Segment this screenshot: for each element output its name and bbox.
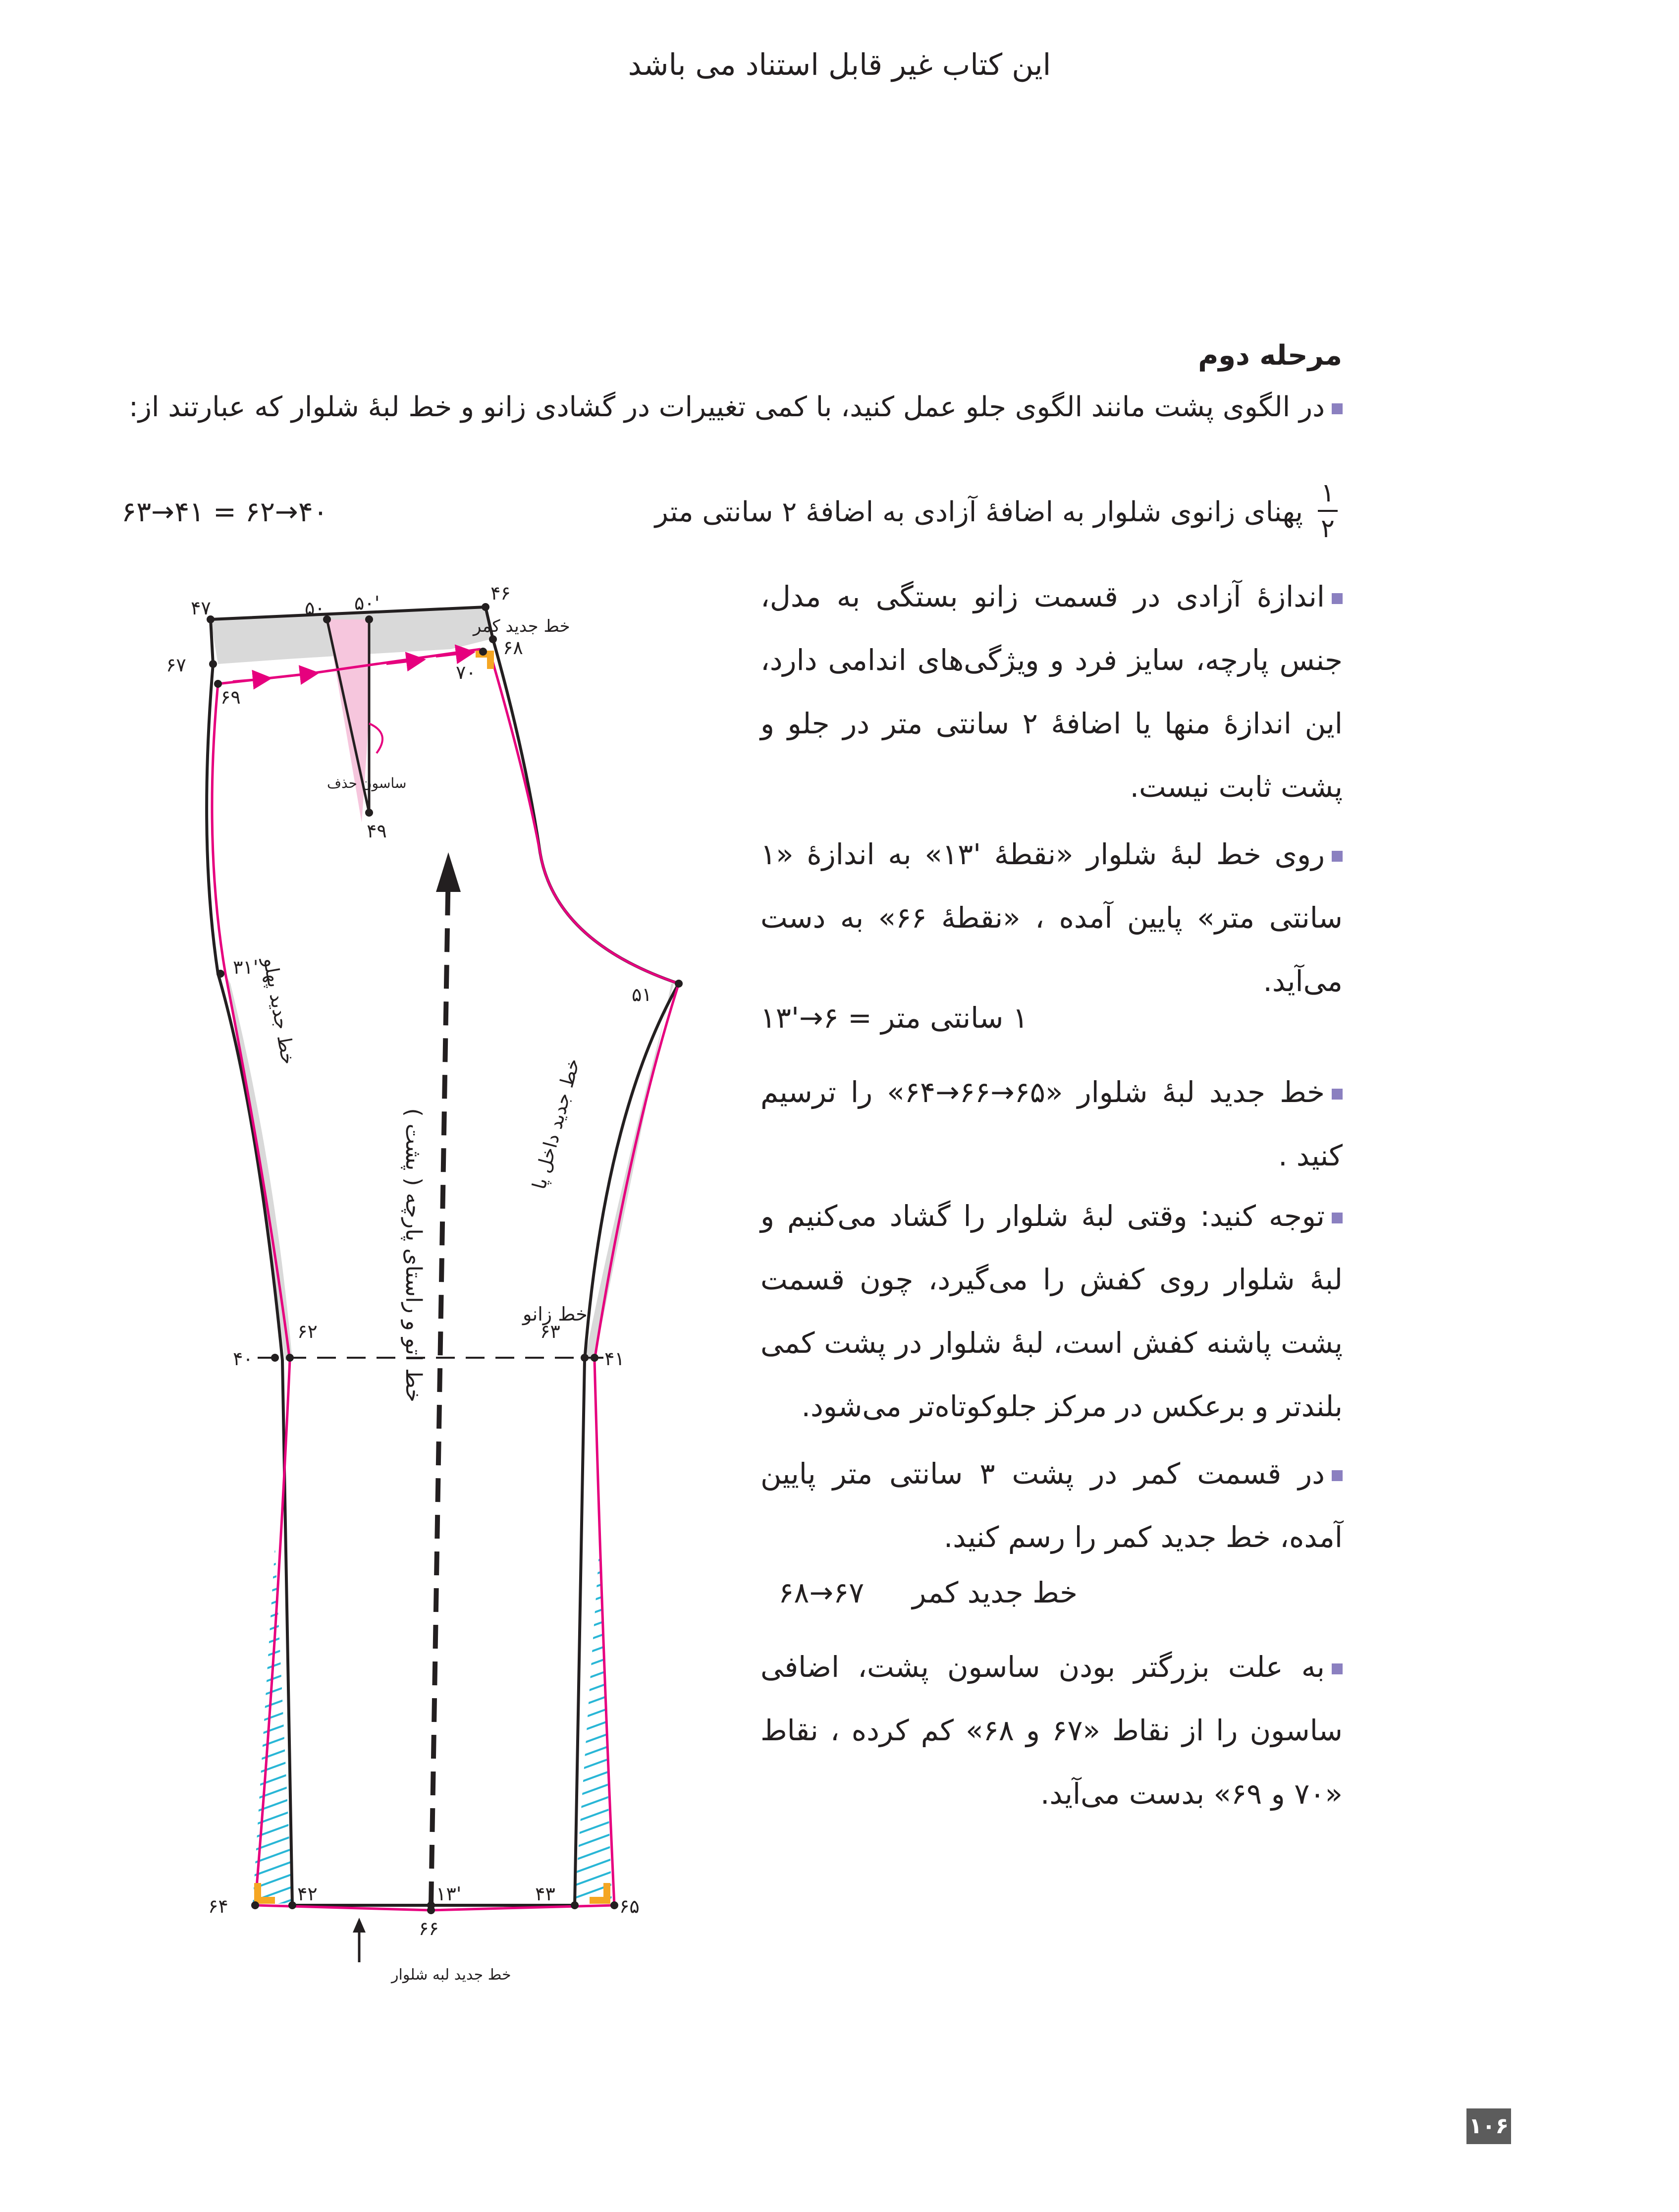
label-point-13: ۱۳': [436, 1883, 462, 1905]
point-40: [271, 1354, 279, 1362]
label-dart-removed: ساسون حذف: [327, 775, 407, 791]
hem-pointer-head: [353, 1918, 366, 1933]
page-header-notice: این کتاب غیر قابل استناد می باشد: [628, 48, 1051, 82]
waist-line-equation: [760, 1576, 1078, 1609]
label-point-63: ۶۳: [540, 1321, 560, 1342]
paragraph-new-hem: خط جدید لبۀ شلوار «۶۵→۶۶→۶۴» را ترسیم کنید .: [760, 1075, 1343, 1172]
label-new-hem: خط جدید لبه شلوار: [391, 1966, 511, 1984]
point-42: [288, 1901, 296, 1909]
label-point-50: ۵۰: [305, 597, 325, 619]
point-62: [286, 1354, 294, 1362]
bullet-icon: [1332, 1213, 1343, 1223]
label-point-49: ۴۹: [367, 820, 387, 842]
fraction-numerator: ۱: [1321, 478, 1335, 508]
label-point-42: ۴۲: [297, 1883, 318, 1905]
point-51: [675, 980, 683, 988]
point-46: [482, 603, 489, 611]
label-point-66: ۶۶: [419, 1918, 439, 1939]
waist-line-label: خط جدید کمر: [912, 1576, 1078, 1609]
label-point-65: ۶۵: [619, 1895, 640, 1917]
bullet-icon: [1332, 851, 1343, 862]
point-65: [610, 1901, 618, 1909]
label-point-68: ۶۸: [503, 637, 523, 659]
paragraph-waist: در قسمت کمر در پشت ۳ سانتی متر پایین آمده، خط جدید کمر را رسم کنید.: [760, 1457, 1343, 1554]
trouser-back-pattern-diagram: [0, 0, 743, 2212]
half-fraction: [1313, 478, 1343, 544]
dart-removed-marker: [369, 723, 382, 753]
label-point-43: ۴۳: [535, 1883, 555, 1905]
point-64: [251, 1901, 259, 1909]
grain-arrow-head: [436, 852, 461, 892]
label-point-51: ۵۱: [632, 984, 652, 1005]
corner-mark: [476, 654, 490, 669]
label-point-46: ۴۶: [490, 582, 511, 604]
bullet-icon: [1332, 593, 1343, 604]
point-70: [479, 648, 487, 656]
paragraph-dart: به علت بزرگتر بودن ساسون پشت، اضافی ساسون را از نقاط «۶۷ و ۶۸» کم کرده ، نقاط «۷۰ و ۶۹» بدست می‌آید.: [760, 1650, 1343, 1811]
label-point-64: ۶۴: [208, 1895, 228, 1917]
paragraph-note: توجه کنید: وقتی لبۀ شلوار را گشاد می‌کنیم و لبۀ شلوار روی کفش را می‌گیرد، چون قسمت پشت پاشنه کفش است، لبۀ شلوار در پشت کمی بلندتر و برعکس در مرکز جلوکوتاه‌تر می‌شود.: [760, 1199, 1343, 1423]
formula-text: پهنای زانوی شلوار به اضافۀ آزادی به اضافۀ ۲ سانتی متر: [654, 496, 1303, 528]
label-point-67: ۶۷: [166, 654, 186, 676]
intro-text: در الگوی پشت مانند الگوی جلو عمل کنید، با کمی تغییرات در گشادی زانو و خط لبۀ شلوار که عبارتند از:: [128, 391, 1325, 423]
new-inseam-line: [595, 984, 679, 1905]
point-68: [489, 635, 497, 643]
label-grain-line: خط اتو و راستای پارچه ( پشت ): [401, 1108, 426, 1402]
label-knee-line: خط زانو: [523, 1303, 588, 1325]
bullet-icon: [1332, 1470, 1343, 1481]
label-point-40: ۴۰: [233, 1348, 253, 1370]
waist-arrow: [233, 679, 263, 681]
point-31: [217, 970, 224, 978]
label-new-waist: خط جدید کمر: [473, 616, 570, 636]
point-63: [581, 1354, 589, 1362]
paragraph-hem-point: روی خط لبۀ شلوار «نقطۀ '۱۳» به اندازۀ «۱ سانتی متر» پایین آمده ، «نقطۀ ۶۶» به دست می‌آید.: [760, 837, 1343, 998]
paragraph-ease: اندازۀ آزادی در قسمت زانو بستگی به مدل، جنس پارچه، سایز فرد و ویژگی‌های اندامی دارد، این اندازۀ منها یا اضافۀ ۲ سانتی متر در جلو و پشت ثابت نیست.: [760, 580, 1343, 804]
label-point-41: ۴۱: [604, 1348, 625, 1370]
label-point-70: ۷۰: [456, 662, 476, 683]
section-title: مرحله دوم: [1198, 339, 1342, 372]
bullet-icon: [1332, 1663, 1343, 1674]
label-point-50p: ۵۰': [354, 592, 380, 614]
page-number: ۱۰۶: [1466, 2108, 1511, 2144]
waist-line-value: ۶۷→۶۸: [778, 1576, 865, 1609]
new-crotch-line: [490, 654, 679, 984]
point-43: [571, 1901, 579, 1909]
label-point-31: ۳۱': [233, 956, 259, 978]
hem-drop-equation: ۱ سانتی متر = ۶→'۱۳: [760, 1001, 1028, 1035]
point-67: [209, 660, 217, 668]
formula-value: ۴۰→۶۲ = ۴۱→۶۳: [121, 496, 328, 528]
point-41: [591, 1354, 598, 1362]
label-point-69: ۶۹: [220, 686, 241, 708]
fraction-denominator: ۲: [1321, 514, 1335, 544]
grain-line: [431, 867, 448, 1905]
label-new-side: خط جدید پهلو: [259, 956, 300, 1066]
label-point-47: ۴۷: [191, 597, 211, 619]
bullet-icon: [1332, 1089, 1343, 1100]
label-new-inseam: خط جدید داخل پا: [528, 1055, 584, 1192]
point-49: [365, 809, 373, 817]
point-50p: [365, 615, 373, 623]
bullet-icon: [1332, 403, 1343, 414]
label-point-62: ۶۲: [297, 1321, 318, 1342]
point-66: [427, 1906, 435, 1914]
